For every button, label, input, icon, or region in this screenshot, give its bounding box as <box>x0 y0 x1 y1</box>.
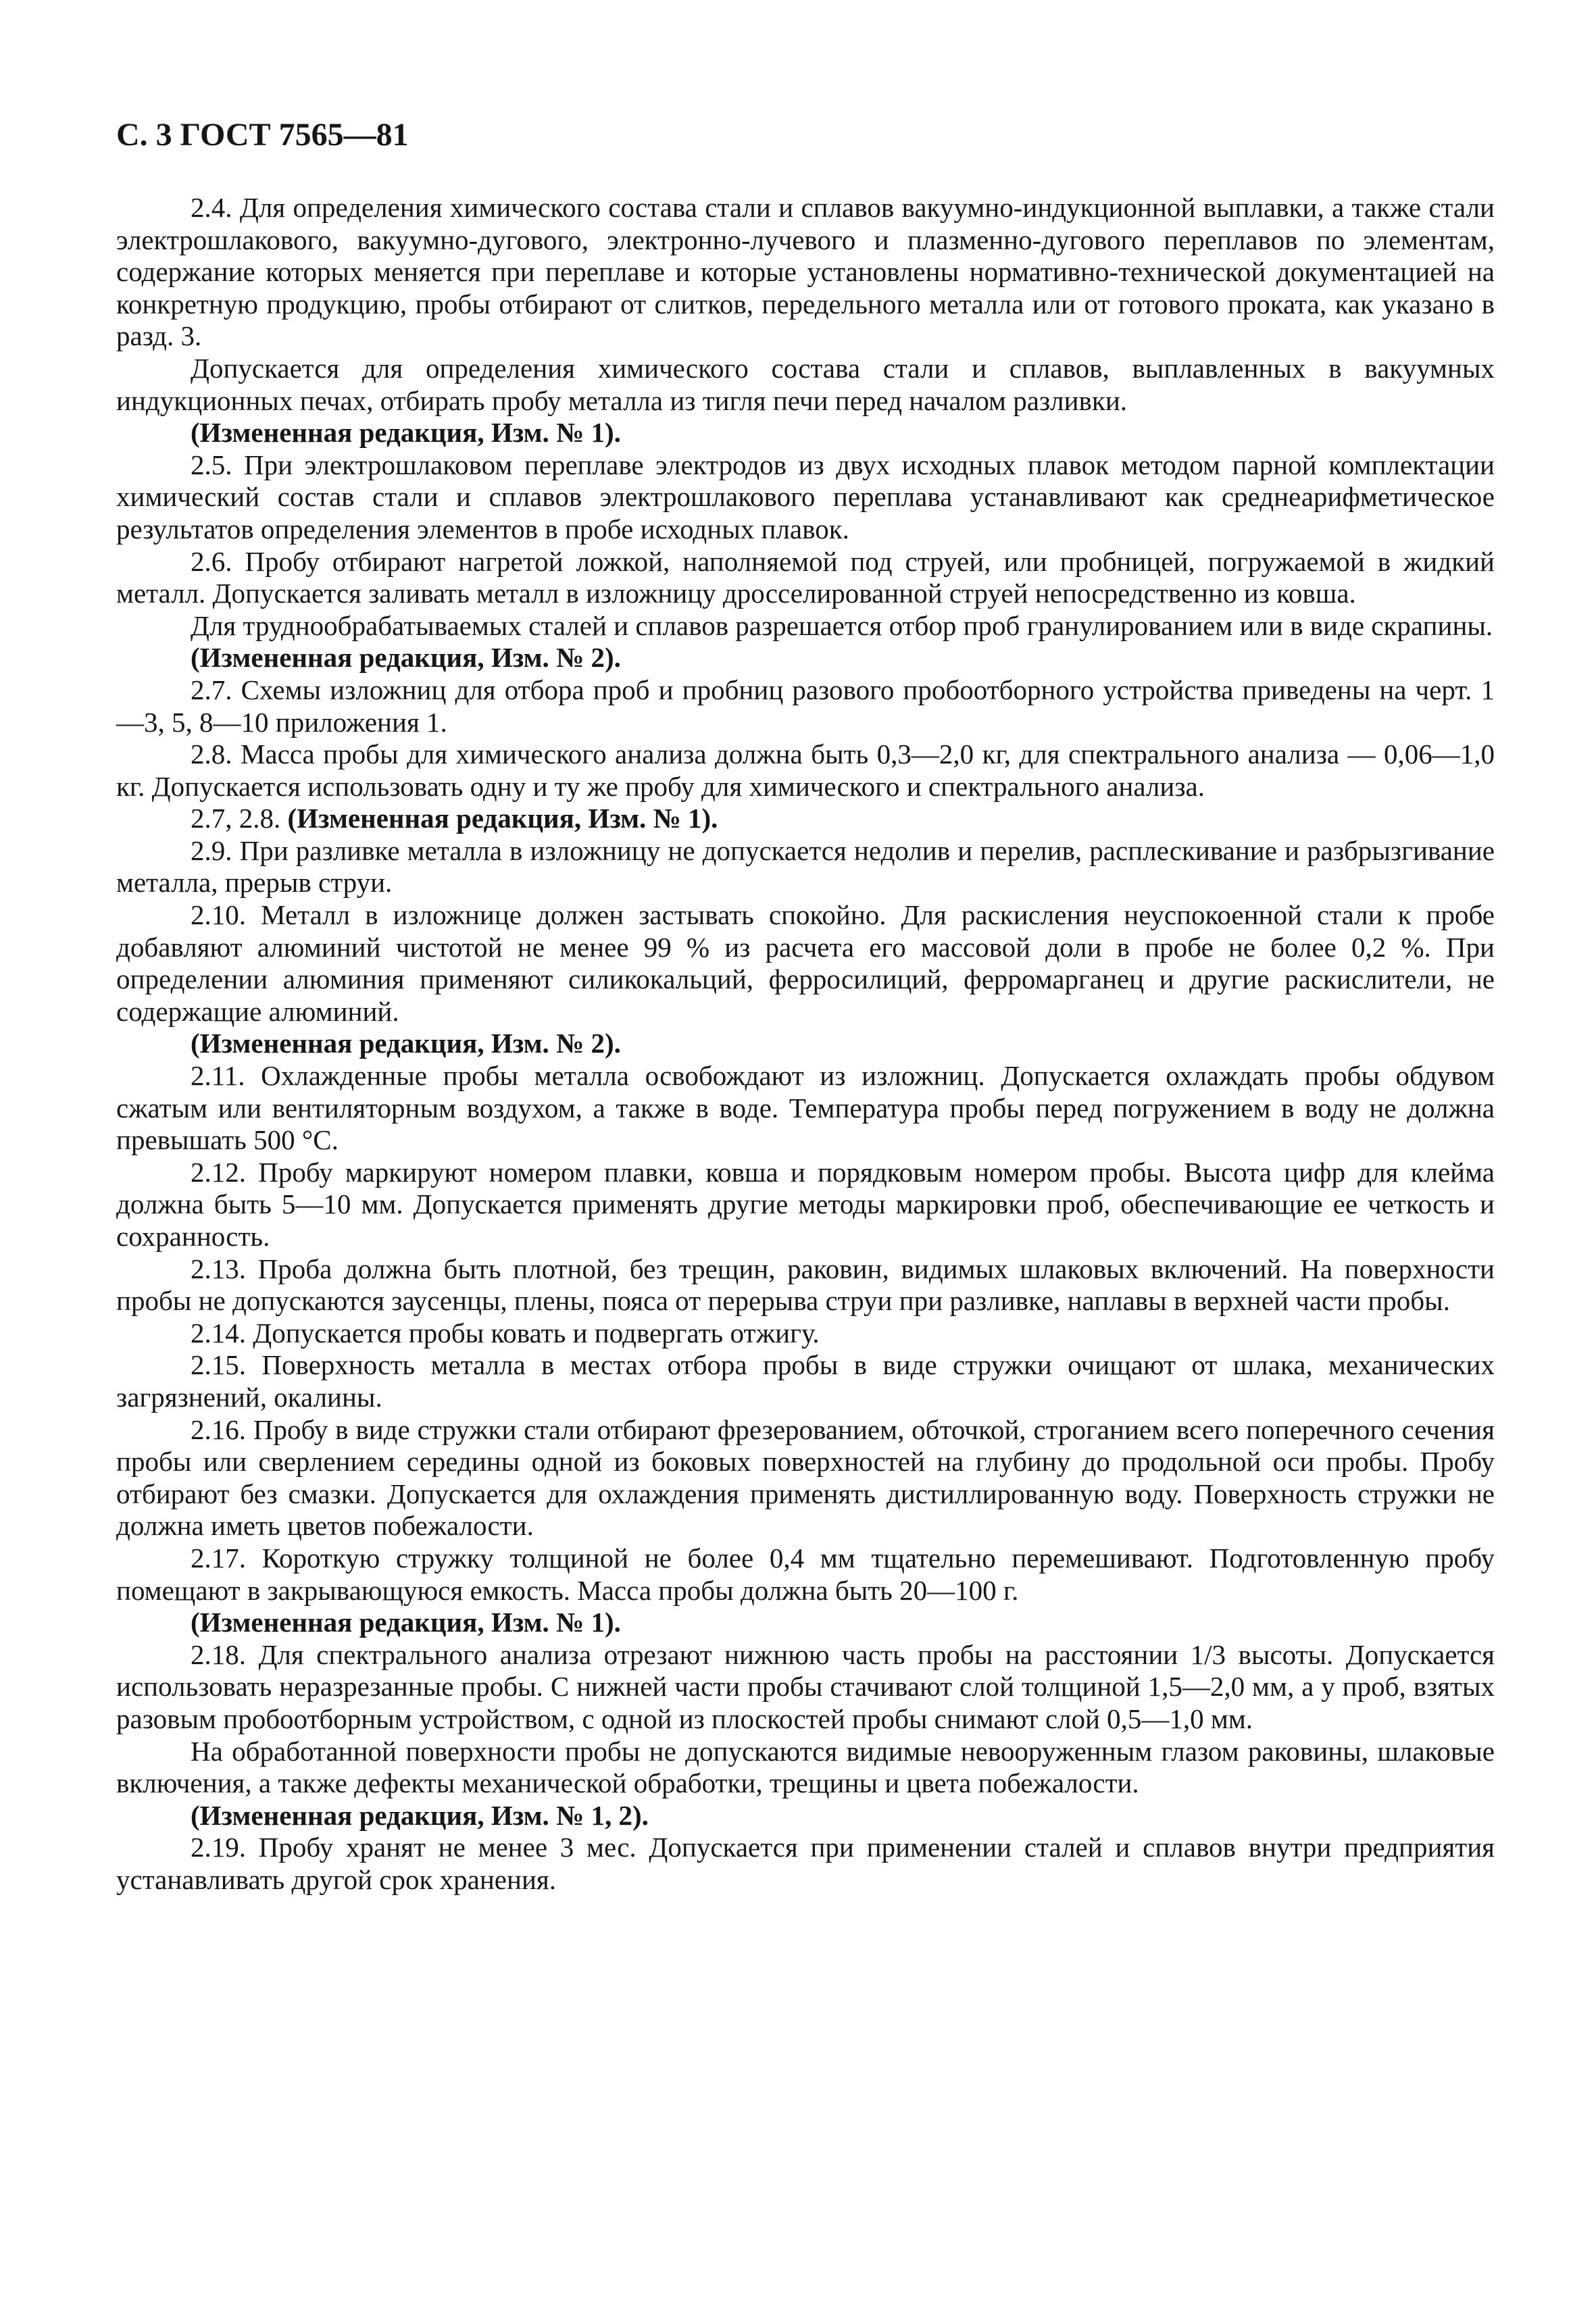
amendment-note: (Измененная редакция, Изм. № 2). <box>191 642 621 674</box>
document-body <box>116 192 1495 1896</box>
paragraph: 2.5. При электрошлаковом переплаве электродов из двух исходных плавок методом парной комплектации химический состав стали и сплавов электрошлакового переплава устанавливают как среднеарифметическое результатов определения элементов в пробе исходных плавок. <box>116 449 1495 545</box>
paragraph: Допускается для определения химического состава стали и сплавов, выплавленных в вакуумных индукционных печах, отбирать пробу металла из тигля печи перед началом разливки. <box>116 352 1495 416</box>
paragraph: 2.9. При разливке металла в изложницу не допускается недолив и перелив, расплескивание и разбрызгивание металла, прерыв струи. <box>116 834 1495 899</box>
paragraph: 2.10. Металл в изложнице должен застывать спокойно. Для раскисления неуспокоенной стали к пробе добавляют алюминий чистотой не менее 99 % из расчета его массовой доли в пробе не более 0,2 %. При определении алюминия применяют силикокальций, ферросилиций, ферромарганец и другие раскислители, не содержащие алюминий. <box>116 899 1495 1027</box>
clause-reference: 2.7, 2.8. <box>191 803 288 834</box>
amendment-note: (Измененная редакция, Изм. № 1). <box>191 417 621 449</box>
paragraph: 2.12. Пробу маркируют номером плавки, ковша и порядковым номером пробы. Высота цифр для клейма должна быть 5—10 мм. Допускается применять другие методы маркировки проб, обеспечивающие ее четкость и сохранность. <box>116 1156 1495 1252</box>
amendment-note: (Измененная редакция, Изм. № 1, 2). <box>191 1799 649 1831</box>
amendment-note <box>116 803 1495 835</box>
paragraph: Для труднообрабатываемых сталей и сплавов разрешается отбор проб гранулированием или в виде скрапины. <box>191 609 1493 641</box>
paragraph: 2.7. Схемы изложниц для отбора проб и пробниц разового пробоотборного устройства приведены на черт. 1—3, 5, 8—10 приложения 1. <box>116 674 1495 738</box>
paragraph: 2.18. Для спектрального анализа отрезают нижнюю часть пробы на расстоянии 1/3 высоты. Допускается использовать неразрезанные пробы. С нижней части пробы стачивают слой толщиной 1,5—2,0 мм, а у проб, взятых разовым пробоотборным устройством, с одной из плоскостей пробы снимают слой 0,5—1,0 мм. <box>116 1638 1495 1734</box>
paragraph: 2.17. Короткую стружку толщиной не более 0,4 мм тщательно перемешивают. Подготовленную пробу помещают в закрывающуюся емкость. Масса пробы должна быть 20—100 г. <box>116 1542 1495 1606</box>
amendment-note: (Измененная редакция, Изм. № 2). <box>191 1028 621 1059</box>
paragraph: 2.14. Допускается пробы ковать и подвергать отжигу. <box>191 1317 820 1349</box>
paragraph: На обработанной поверхности пробы не допускаются видимые невооруженным глазом раковины, шлаковые включения, а также дефекты механической обработки, трещины и цвета побежалости. <box>116 1735 1495 1799</box>
page-header: С. 3 ГОСТ 7565—81 <box>116 117 409 153</box>
paragraph: 2.13. Проба должна быть плотной, без трещин, раковин, видимых шлаковых включений. На поверхности пробы не допускаются заусенцы, плены, пояса от перерыва струи при разливке, наплавы в верхней части пробы. <box>116 1253 1495 1317</box>
paragraph: 2.19. Пробу хранят не менее 3 мес. Допускается при применении сталей и сплавов внутри предприятия устанавливать другой срок хранения. <box>116 1832 1495 1895</box>
amendment-text: (Измененная редакция, Изм. № 1). <box>287 803 718 834</box>
paragraph: 2.6. Пробу отбирают нагретой ложкой, наполняемой под струей, или пробницей, погружаемой в жидкий металл. Допускается заливать металл в изложницу дросселированной струей непосредственно из ковша. <box>116 545 1495 609</box>
paragraph: 2.16. Пробу в виде стружки стали отбирают фрезерованием, обточкой, строганием всего поперечного сечения пробы или сверлением середины одной из боковых поверхностей на глубину до продольной оси пробы. Пробу отбирают без смазки. Допускается для охлаждения применять дистиллированную воду. Поверхность стружки не должна иметь цветов побежалости. <box>116 1413 1495 1542</box>
paragraph: 2.8. Масса пробы для химического анализа должна быть 0,3—2,0 кг, для спектрального анализа — 0,06—1,0 кг. Допускается использовать одну и ту же пробу для химического и спектрального анализа. <box>116 738 1495 802</box>
paragraph: 2.15. Поверхность металла в местах отбора пробы в виде стружки очищают от шлака, механических загрязнений, окалины. <box>116 1349 1495 1413</box>
paragraph: 2.11. Охлажденные пробы металла освобождают из изложниц. Допускается охлаждать пробы обдувом сжатым или вентиляторным воздухом, а также в воде. Температура пробы перед погружением в воду не должна превышать 500 °С. <box>116 1060 1495 1156</box>
paragraph: 2.4. Для определения химического состава стали и сплавов вакуумно-индукционной выплавки, а также стали электрошлакового, вакуумно-дугового, электронно-лучевого и плазменно-дугового переплавов по элементам, содержание которых меняется при переплаве и которые установлены нормативно-технической документацией на конкретную продукцию, пробы отбирают от слитков, передельного металла или от готового проката, как указано в разд. 3. <box>116 192 1495 352</box>
amendment-note: (Измененная редакция, Изм. № 1). <box>191 1607 621 1638</box>
